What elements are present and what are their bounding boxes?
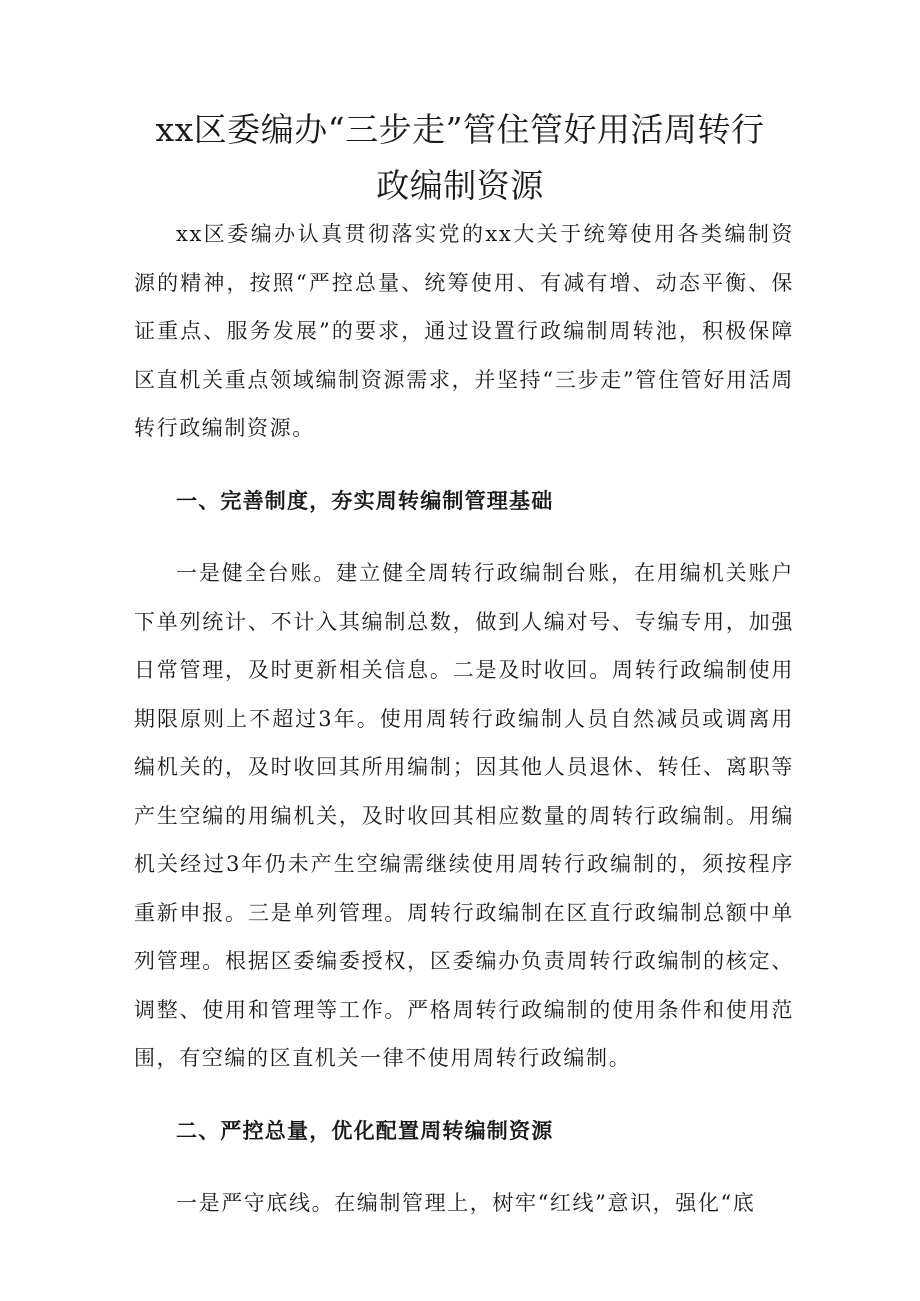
document-body <box>134 210 794 1228</box>
section-2-heading: 二、严控总量，优化配置周转编制资源 <box>176 1117 554 1143</box>
document-title <box>120 102 800 214</box>
intro-paragraph: xx区委编办认真贯彻落实党的xx大关于统筹使用各类编制资源的精神，按照“严控总量、统筹使用、有减有增、动态平衡、保证重点、服务发展”的要求，通过设置行政编制周转池，积极保障区直机关重点领域编制资源需求，并坚持“三步走”管住管好用活周转行政编制资源。 <box>134 222 794 440</box>
section-1-heading: 一、完善制度，夯实周转编制管理基础 <box>176 487 554 513</box>
section-1-paragraph: 一是健全台账。建立健全周转行政编制台账，在用编机关账户下单列统计、不计入其编制总数，做到人编对号、专编专用，加强日常管理，及时更新相关信息。二是及时收回。周转行政编制使用期限原则上不超过3年。使用周转行政编制人员自然减员或调离用编机关的，及时收回其所用编制；因其他人员退休、转任、离职等产生空编的用编机关，及时收回其相应数量的周转行政编制。用编机关经过3年仍未产生空编需继续使用周转行政编制的，须按程序重新申报。三是单列管理。周转行政编制在区直行政编制总额中单列管理。根据区委编委授权，区委编办负责周转行政编制的核定、调整、使用和管理等工作。严格周转行政编制的使用条件和使用范围，有空编的区直机关一律不使用周转行政编制。 <box>134 561 794 1070</box>
title-line-2: 政编制资源 <box>376 166 544 205</box>
title-line-1: xx区委编办“三步走”管住管好用活周转行 <box>155 110 765 149</box>
section-2-paragraph: 一是严守底线。在编制管理上，树牢“红线”意识，强化“底 <box>176 1191 756 1215</box>
